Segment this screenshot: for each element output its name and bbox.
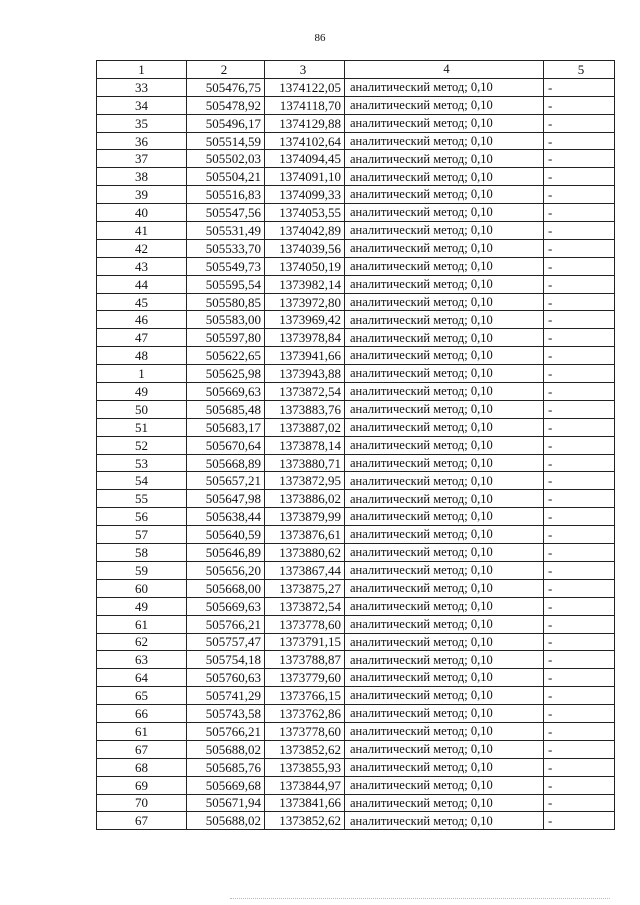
x-coordinate-cell: 505595,54 bbox=[187, 275, 265, 293]
y-coordinate-cell: 1373943,88 bbox=[265, 365, 345, 383]
method-cell: аналитический метод; 0,10 bbox=[345, 204, 544, 222]
point-number-cell: 61 bbox=[97, 722, 187, 740]
point-number-cell: 68 bbox=[97, 758, 187, 776]
note-cell: - bbox=[544, 293, 615, 311]
note-cell: - bbox=[544, 96, 615, 114]
y-coordinate-cell: 1373852,62 bbox=[265, 740, 345, 758]
method-cell: аналитический метод; 0,10 bbox=[345, 705, 544, 723]
x-coordinate-cell: 505757,47 bbox=[187, 633, 265, 651]
x-coordinate-cell: 505647,98 bbox=[187, 490, 265, 508]
method-cell: аналитический метод; 0,10 bbox=[345, 794, 544, 812]
method-cell: аналитический метод; 0,10 bbox=[345, 615, 544, 633]
y-coordinate-cell: 1374099,33 bbox=[265, 186, 345, 204]
method-cell: аналитический метод; 0,10 bbox=[345, 186, 544, 204]
method-cell: аналитический метод; 0,10 bbox=[345, 150, 544, 168]
x-coordinate-cell: 505669,63 bbox=[187, 383, 265, 401]
x-coordinate-cell: 505754,18 bbox=[187, 651, 265, 669]
note-cell: - bbox=[544, 454, 615, 472]
x-coordinate-cell: 505638,44 bbox=[187, 508, 265, 526]
method-cell: аналитический метод; 0,10 bbox=[345, 508, 544, 526]
method-cell: аналитический метод; 0,10 bbox=[345, 669, 544, 687]
y-coordinate-cell: 1373852,62 bbox=[265, 812, 345, 830]
y-coordinate-cell: 1373972,80 bbox=[265, 293, 345, 311]
method-cell: аналитический метод; 0,10 bbox=[345, 96, 544, 114]
x-coordinate-cell: 505502,03 bbox=[187, 150, 265, 168]
y-coordinate-cell: 1373883,76 bbox=[265, 400, 345, 418]
x-coordinate-cell: 505669,68 bbox=[187, 776, 265, 794]
note-cell: - bbox=[544, 794, 615, 812]
point-number-cell: 35 bbox=[97, 114, 187, 132]
point-number-cell: 51 bbox=[97, 418, 187, 436]
y-coordinate-cell: 1373982,14 bbox=[265, 275, 345, 293]
x-coordinate-cell: 505516,83 bbox=[187, 186, 265, 204]
note-cell: - bbox=[544, 812, 615, 830]
x-coordinate-cell: 505760,63 bbox=[187, 669, 265, 687]
method-cell: аналитический метод; 0,10 bbox=[345, 239, 544, 257]
table-row bbox=[97, 544, 615, 562]
page-number: 86 bbox=[314, 32, 326, 44]
note-cell: - bbox=[544, 722, 615, 740]
y-coordinate-cell: 1373886,02 bbox=[265, 490, 345, 508]
y-coordinate-cell: 1373876,61 bbox=[265, 526, 345, 544]
method-cell: аналитический метод; 0,10 bbox=[345, 78, 544, 96]
point-number-cell: 37 bbox=[97, 150, 187, 168]
table-row bbox=[97, 722, 615, 740]
y-coordinate-cell: 1374050,19 bbox=[265, 257, 345, 275]
note-cell: - bbox=[544, 705, 615, 723]
table-row bbox=[97, 150, 615, 168]
table-row bbox=[97, 222, 615, 240]
x-coordinate-cell: 505668,00 bbox=[187, 579, 265, 597]
note-cell: - bbox=[544, 329, 615, 347]
point-number-cell: 54 bbox=[97, 472, 187, 490]
point-number-cell: 34 bbox=[97, 96, 187, 114]
note-cell: - bbox=[544, 365, 615, 383]
x-coordinate-cell: 505657,21 bbox=[187, 472, 265, 490]
method-cell: аналитический метод; 0,10 bbox=[345, 436, 544, 454]
scan-artifact-line bbox=[230, 898, 610, 901]
table-row bbox=[97, 275, 615, 293]
note-cell: - bbox=[544, 526, 615, 544]
point-number-cell: 43 bbox=[97, 257, 187, 275]
point-number-cell: 53 bbox=[97, 454, 187, 472]
table-row bbox=[97, 651, 615, 669]
method-cell: аналитический метод; 0,10 bbox=[345, 597, 544, 615]
table-row bbox=[97, 293, 615, 311]
point-number-cell: 50 bbox=[97, 400, 187, 418]
y-coordinate-cell: 1373872,95 bbox=[265, 472, 345, 490]
x-coordinate-cell: 505625,98 bbox=[187, 365, 265, 383]
y-coordinate-cell: 1374122,05 bbox=[265, 78, 345, 96]
point-number-cell: 1 bbox=[97, 365, 187, 383]
x-coordinate-cell: 505668,89 bbox=[187, 454, 265, 472]
table-row bbox=[97, 472, 615, 490]
table-row bbox=[97, 508, 615, 526]
note-cell: - bbox=[544, 508, 615, 526]
note-cell: - bbox=[544, 472, 615, 490]
y-coordinate-cell: 1374129,88 bbox=[265, 114, 345, 132]
table-row bbox=[97, 365, 615, 383]
y-coordinate-cell: 1373880,62 bbox=[265, 544, 345, 562]
note-cell: - bbox=[544, 776, 615, 794]
note-cell: - bbox=[544, 561, 615, 579]
table-row bbox=[97, 758, 615, 776]
table-row bbox=[97, 383, 615, 401]
point-number-cell: 62 bbox=[97, 633, 187, 651]
method-cell: аналитический метод; 0,10 bbox=[345, 526, 544, 544]
x-coordinate-cell: 505533,70 bbox=[187, 239, 265, 257]
x-coordinate-cell: 505670,64 bbox=[187, 436, 265, 454]
point-number-cell: 46 bbox=[97, 311, 187, 329]
note-cell: - bbox=[544, 347, 615, 365]
method-cell: аналитический метод; 0,10 bbox=[345, 329, 544, 347]
x-coordinate-cell: 505640,59 bbox=[187, 526, 265, 544]
y-coordinate-cell: 1373880,71 bbox=[265, 454, 345, 472]
table-row bbox=[97, 114, 615, 132]
y-coordinate-cell: 1373872,54 bbox=[265, 597, 345, 615]
table-row bbox=[97, 96, 615, 114]
y-coordinate-cell: 1373978,84 bbox=[265, 329, 345, 347]
x-coordinate-cell: 505766,21 bbox=[187, 722, 265, 740]
note-cell: - bbox=[544, 239, 615, 257]
table-row bbox=[97, 579, 615, 597]
y-coordinate-cell: 1373778,60 bbox=[265, 615, 345, 633]
note-cell: - bbox=[544, 186, 615, 204]
table-row bbox=[97, 633, 615, 651]
y-coordinate-cell: 1374091,10 bbox=[265, 168, 345, 186]
point-number-cell: 56 bbox=[97, 508, 187, 526]
x-coordinate-cell: 505597,80 bbox=[187, 329, 265, 347]
y-coordinate-cell: 1373855,93 bbox=[265, 758, 345, 776]
note-cell: - bbox=[544, 257, 615, 275]
method-cell: аналитический метод; 0,10 bbox=[345, 400, 544, 418]
note-cell: - bbox=[544, 669, 615, 687]
table-row bbox=[97, 329, 615, 347]
x-coordinate-cell: 505496,17 bbox=[187, 114, 265, 132]
note-cell: - bbox=[544, 275, 615, 293]
y-coordinate-cell: 1374039,56 bbox=[265, 239, 345, 257]
y-coordinate-cell: 1373887,02 bbox=[265, 418, 345, 436]
x-coordinate-cell: 505688,02 bbox=[187, 812, 265, 830]
x-coordinate-cell: 505583,00 bbox=[187, 311, 265, 329]
x-coordinate-cell: 505671,94 bbox=[187, 794, 265, 812]
x-coordinate-cell: 505514,59 bbox=[187, 132, 265, 150]
note-cell: - bbox=[544, 597, 615, 615]
table-row bbox=[97, 132, 615, 150]
x-coordinate-cell: 505656,20 bbox=[187, 561, 265, 579]
point-number-cell: 36 bbox=[97, 132, 187, 150]
y-coordinate-cell: 1374042,89 bbox=[265, 222, 345, 240]
method-cell: аналитический метод; 0,10 bbox=[345, 257, 544, 275]
y-coordinate-cell: 1373867,44 bbox=[265, 561, 345, 579]
method-cell: аналитический метод; 0,10 bbox=[345, 418, 544, 436]
point-number-cell: 61 bbox=[97, 615, 187, 633]
point-number-cell: 55 bbox=[97, 490, 187, 508]
table-row bbox=[97, 615, 615, 633]
table-row bbox=[97, 794, 615, 812]
x-coordinate-cell: 505476,75 bbox=[187, 78, 265, 96]
y-coordinate-cell: 1373875,27 bbox=[265, 579, 345, 597]
point-number-cell: 58 bbox=[97, 544, 187, 562]
table-row bbox=[97, 490, 615, 508]
note-cell: - bbox=[544, 687, 615, 705]
x-coordinate-cell: 505478,92 bbox=[187, 96, 265, 114]
x-coordinate-cell: 505622,65 bbox=[187, 347, 265, 365]
method-cell: аналитический метод; 0,10 bbox=[345, 740, 544, 758]
table-row bbox=[97, 239, 615, 257]
note-cell: - bbox=[544, 78, 615, 96]
method-cell: аналитический метод; 0,10 bbox=[345, 168, 544, 186]
point-number-cell: 44 bbox=[97, 275, 187, 293]
table-row bbox=[97, 168, 615, 186]
table-row bbox=[97, 705, 615, 723]
y-coordinate-cell: 1373778,60 bbox=[265, 722, 345, 740]
method-cell: аналитический метод; 0,10 bbox=[345, 776, 544, 794]
header-col-2: 2 bbox=[187, 61, 265, 79]
table-row bbox=[97, 776, 615, 794]
point-number-cell: 63 bbox=[97, 651, 187, 669]
y-coordinate-cell: 1373872,54 bbox=[265, 383, 345, 401]
x-coordinate-cell: 505685,48 bbox=[187, 400, 265, 418]
note-cell: - bbox=[544, 418, 615, 436]
y-coordinate-cell: 1374102,64 bbox=[265, 132, 345, 150]
y-coordinate-cell: 1374118,70 bbox=[265, 96, 345, 114]
table-row bbox=[97, 561, 615, 579]
table-body bbox=[97, 78, 615, 829]
point-number-cell: 49 bbox=[97, 383, 187, 401]
table-row bbox=[97, 257, 615, 275]
y-coordinate-cell: 1373788,87 bbox=[265, 651, 345, 669]
method-cell: аналитический метод; 0,10 bbox=[345, 722, 544, 740]
method-cell: аналитический метод; 0,10 bbox=[345, 365, 544, 383]
note-cell: - bbox=[544, 490, 615, 508]
table-row bbox=[97, 669, 615, 687]
note-cell: - bbox=[544, 544, 615, 562]
note-cell: - bbox=[544, 168, 615, 186]
point-number-cell: 69 bbox=[97, 776, 187, 794]
point-number-cell: 40 bbox=[97, 204, 187, 222]
table-row bbox=[97, 436, 615, 454]
point-number-cell: 57 bbox=[97, 526, 187, 544]
header-col-5: 5 bbox=[544, 61, 615, 79]
y-coordinate-cell: 1373878,14 bbox=[265, 436, 345, 454]
table-header-row bbox=[97, 61, 615, 79]
y-coordinate-cell: 1374053,55 bbox=[265, 204, 345, 222]
method-cell: аналитический метод; 0,10 bbox=[345, 132, 544, 150]
point-number-cell: 60 bbox=[97, 579, 187, 597]
table-row bbox=[97, 526, 615, 544]
x-coordinate-cell: 505504,21 bbox=[187, 168, 265, 186]
note-cell: - bbox=[544, 579, 615, 597]
point-number-cell: 67 bbox=[97, 812, 187, 830]
method-cell: аналитический метод; 0,10 bbox=[345, 347, 544, 365]
coordinates-table bbox=[96, 60, 615, 830]
point-number-cell: 70 bbox=[97, 794, 187, 812]
note-cell: - bbox=[544, 740, 615, 758]
point-number-cell: 39 bbox=[97, 186, 187, 204]
note-cell: - bbox=[544, 436, 615, 454]
table-row bbox=[97, 204, 615, 222]
y-coordinate-cell: 1373879,99 bbox=[265, 508, 345, 526]
method-cell: аналитический метод; 0,10 bbox=[345, 472, 544, 490]
note-cell: - bbox=[544, 383, 615, 401]
y-coordinate-cell: 1374094,45 bbox=[265, 150, 345, 168]
point-number-cell: 49 bbox=[97, 597, 187, 615]
y-coordinate-cell: 1373762,86 bbox=[265, 705, 345, 723]
table-row bbox=[97, 454, 615, 472]
method-cell: аналитический метод; 0,10 bbox=[345, 687, 544, 705]
point-number-cell: 52 bbox=[97, 436, 187, 454]
point-number-cell: 47 bbox=[97, 329, 187, 347]
x-coordinate-cell: 505531,49 bbox=[187, 222, 265, 240]
y-coordinate-cell: 1373969,42 bbox=[265, 311, 345, 329]
x-coordinate-cell: 505669,63 bbox=[187, 597, 265, 615]
method-cell: аналитический метод; 0,10 bbox=[345, 293, 544, 311]
note-cell: - bbox=[544, 114, 615, 132]
header-col-1: 1 bbox=[97, 61, 187, 79]
note-cell: - bbox=[544, 222, 615, 240]
header-col-3: 3 bbox=[265, 61, 345, 79]
note-cell: - bbox=[544, 651, 615, 669]
point-number-cell: 42 bbox=[97, 239, 187, 257]
note-cell: - bbox=[544, 615, 615, 633]
point-number-cell: 59 bbox=[97, 561, 187, 579]
method-cell: аналитический метод; 0,10 bbox=[345, 758, 544, 776]
y-coordinate-cell: 1373941,66 bbox=[265, 347, 345, 365]
y-coordinate-cell: 1373841,66 bbox=[265, 794, 345, 812]
note-cell: - bbox=[544, 132, 615, 150]
table-row bbox=[97, 418, 615, 436]
header-col-4: 4 bbox=[345, 61, 544, 79]
method-cell: аналитический метод; 0,10 bbox=[345, 651, 544, 669]
method-cell: аналитический метод; 0,10 bbox=[345, 114, 544, 132]
table-row bbox=[97, 812, 615, 830]
table-row bbox=[97, 400, 615, 418]
point-number-cell: 65 bbox=[97, 687, 187, 705]
point-number-cell: 45 bbox=[97, 293, 187, 311]
table-row bbox=[97, 740, 615, 758]
y-coordinate-cell: 1373791,15 bbox=[265, 633, 345, 651]
method-cell: аналитический метод; 0,10 bbox=[345, 311, 544, 329]
note-cell: - bbox=[544, 758, 615, 776]
x-coordinate-cell: 505766,21 bbox=[187, 615, 265, 633]
point-number-cell: 48 bbox=[97, 347, 187, 365]
method-cell: аналитический метод; 0,10 bbox=[345, 561, 544, 579]
table-row bbox=[97, 311, 615, 329]
x-coordinate-cell: 505743,58 bbox=[187, 705, 265, 723]
method-cell: аналитический метод; 0,10 bbox=[345, 454, 544, 472]
point-number-cell: 64 bbox=[97, 669, 187, 687]
note-cell: - bbox=[544, 204, 615, 222]
table-row bbox=[97, 597, 615, 615]
x-coordinate-cell: 505683,17 bbox=[187, 418, 265, 436]
point-number-cell: 38 bbox=[97, 168, 187, 186]
method-cell: аналитический метод; 0,10 bbox=[345, 633, 544, 651]
method-cell: аналитический метод; 0,10 bbox=[345, 275, 544, 293]
x-coordinate-cell: 505741,29 bbox=[187, 687, 265, 705]
method-cell: аналитический метод; 0,10 bbox=[345, 383, 544, 401]
method-cell: аналитический метод; 0,10 bbox=[345, 544, 544, 562]
x-coordinate-cell: 505549,73 bbox=[187, 257, 265, 275]
method-cell: аналитический метод; 0,10 bbox=[345, 812, 544, 830]
table-row bbox=[97, 186, 615, 204]
note-cell: - bbox=[544, 150, 615, 168]
table-row bbox=[97, 687, 615, 705]
x-coordinate-cell: 505688,02 bbox=[187, 740, 265, 758]
method-cell: аналитический метод; 0,10 bbox=[345, 490, 544, 508]
y-coordinate-cell: 1373779,60 bbox=[265, 669, 345, 687]
method-cell: аналитический метод; 0,10 bbox=[345, 222, 544, 240]
point-number-cell: 66 bbox=[97, 705, 187, 723]
table-row bbox=[97, 78, 615, 96]
y-coordinate-cell: 1373844,97 bbox=[265, 776, 345, 794]
x-coordinate-cell: 505646,89 bbox=[187, 544, 265, 562]
point-number-cell: 41 bbox=[97, 222, 187, 240]
x-coordinate-cell: 505685,76 bbox=[187, 758, 265, 776]
note-cell: - bbox=[544, 311, 615, 329]
y-coordinate-cell: 1373766,15 bbox=[265, 687, 345, 705]
x-coordinate-cell: 505547,56 bbox=[187, 204, 265, 222]
point-number-cell: 67 bbox=[97, 740, 187, 758]
note-cell: - bbox=[544, 633, 615, 651]
x-coordinate-cell: 505580,85 bbox=[187, 293, 265, 311]
point-number-cell: 33 bbox=[97, 78, 187, 96]
note-cell: - bbox=[544, 400, 615, 418]
table-row bbox=[97, 347, 615, 365]
method-cell: аналитический метод; 0,10 bbox=[345, 579, 544, 597]
